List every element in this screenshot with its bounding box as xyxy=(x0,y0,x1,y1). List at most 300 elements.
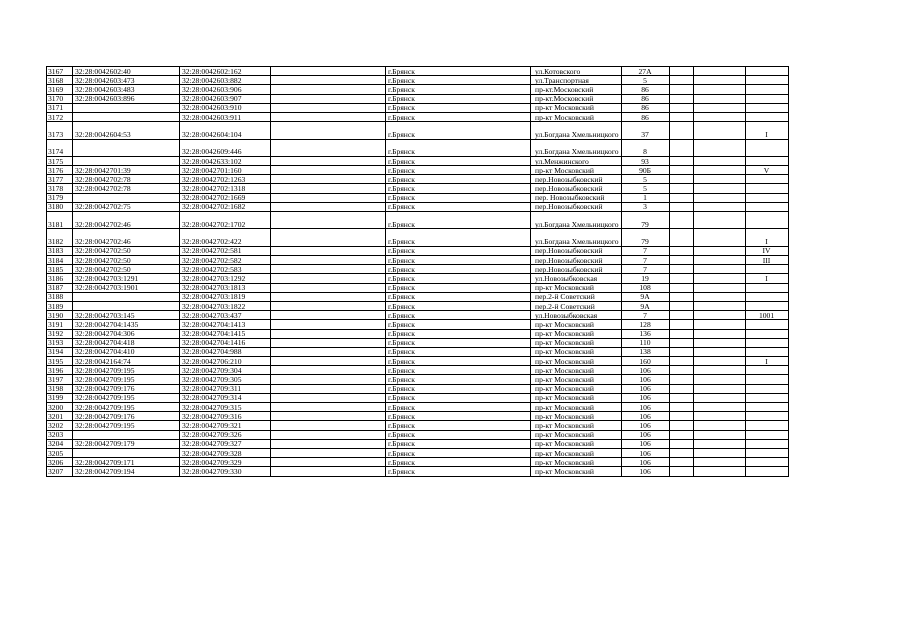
street-cell: пр-кт Московский xyxy=(531,403,622,412)
premise-number-cell xyxy=(745,212,788,229)
empty-cell xyxy=(693,384,745,393)
empty-cell xyxy=(693,430,745,439)
house-number-cell: 128 xyxy=(621,320,669,329)
city-cell: г.Брянск xyxy=(386,265,531,274)
row-number-cell: 3198 xyxy=(47,384,73,393)
cadastral-block-cell: 32:28:0042704:418 xyxy=(73,338,180,347)
table-row xyxy=(47,458,789,467)
house-number-cell: 136 xyxy=(621,329,669,338)
empty-cell xyxy=(669,338,693,347)
house-number-cell: 106 xyxy=(621,403,669,412)
premise-number-cell: 1001 xyxy=(745,311,788,320)
house-number-cell: 3 xyxy=(621,202,669,211)
premise-number-cell xyxy=(745,184,788,193)
row-number-cell: 3200 xyxy=(47,403,73,412)
cadastral-number-cell: 32:28:0042704:988 xyxy=(180,347,271,356)
row-number-cell: 3195 xyxy=(47,357,73,366)
empty-cell xyxy=(271,212,386,229)
cadastral-number-cell: 32:28:0042703:1819 xyxy=(180,292,271,301)
row-number-cell: 3182 xyxy=(47,229,73,246)
city-cell: г.Брянск xyxy=(386,320,531,329)
premise-number-cell: I xyxy=(745,274,788,283)
house-number-cell: 93 xyxy=(621,156,669,165)
city-cell: г.Брянск xyxy=(386,67,531,76)
city-cell: г.Брянск xyxy=(386,421,531,430)
empty-cell xyxy=(669,193,693,202)
row-number-cell: 3183 xyxy=(47,246,73,255)
table-row xyxy=(47,347,789,356)
street-cell: пр-кт Московский xyxy=(531,384,622,393)
table-body xyxy=(47,67,789,477)
premise-number-cell: I xyxy=(745,357,788,366)
empty-cell xyxy=(271,283,386,292)
city-cell: г.Брянск xyxy=(386,467,531,476)
empty-cell xyxy=(271,67,386,76)
empty-cell xyxy=(669,283,693,292)
cadastral-block-cell xyxy=(73,430,180,439)
house-number-cell: 79 xyxy=(621,212,669,229)
table-row xyxy=(47,76,789,85)
table-row xyxy=(47,412,789,421)
empty-cell xyxy=(271,122,386,139)
house-number-cell: 106 xyxy=(621,458,669,467)
city-cell: г.Брянск xyxy=(386,384,531,393)
empty-cell xyxy=(669,212,693,229)
table-row xyxy=(47,94,789,103)
cadastral-number-cell: 32:28:0042709:321 xyxy=(180,421,271,430)
cadastral-block-cell: 32:28:0042604:53 xyxy=(73,122,180,139)
cadastral-number-cell: 32:28:0042603:910 xyxy=(180,103,271,112)
empty-cell xyxy=(693,412,745,421)
city-cell: г.Брянск xyxy=(386,338,531,347)
cadastral-number-cell: 32:28:0042603:907 xyxy=(180,94,271,103)
premise-number-cell xyxy=(745,193,788,202)
table-row xyxy=(47,166,789,175)
house-number-cell: 106 xyxy=(621,393,669,402)
empty-cell xyxy=(693,458,745,467)
city-cell: г.Брянск xyxy=(386,274,531,283)
empty-cell xyxy=(669,175,693,184)
city-cell: г.Брянск xyxy=(386,229,531,246)
premise-number-cell xyxy=(745,292,788,301)
empty-cell xyxy=(693,246,745,255)
cadastral-block-cell xyxy=(73,156,180,165)
empty-cell xyxy=(271,229,386,246)
table-row xyxy=(47,265,789,274)
empty-cell xyxy=(693,202,745,211)
street-cell: ул.Котовского xyxy=(531,67,622,76)
city-cell: г.Брянск xyxy=(386,292,531,301)
premise-number-cell xyxy=(745,202,788,211)
row-number-cell: 3202 xyxy=(47,421,73,430)
cadastral-block-cell: 32:28:0042709:179 xyxy=(73,439,180,448)
row-number-cell: 3170 xyxy=(47,94,73,103)
cadastral-block-cell xyxy=(73,103,180,112)
cadastral-block-cell: 32:28:0042164:74 xyxy=(73,357,180,366)
empty-cell xyxy=(669,292,693,301)
premise-number-cell xyxy=(745,175,788,184)
premise-number-cell xyxy=(745,448,788,457)
cadastral-block-cell: 32:28:0042702:50 xyxy=(73,265,180,274)
empty-cell xyxy=(271,156,386,165)
empty-cell xyxy=(271,193,386,202)
city-cell: г.Брянск xyxy=(386,301,531,310)
city-cell: г.Брянск xyxy=(386,122,531,139)
empty-cell xyxy=(693,467,745,476)
empty-cell xyxy=(669,412,693,421)
street-cell: пр-кт Московский xyxy=(531,166,622,175)
street-cell: пр-кт Московский xyxy=(531,458,622,467)
empty-cell xyxy=(271,439,386,448)
table-row xyxy=(47,156,789,165)
street-cell: пр-кт Московский xyxy=(531,467,622,476)
row-number-cell: 3169 xyxy=(47,85,73,94)
empty-cell xyxy=(271,393,386,402)
empty-cell xyxy=(271,338,386,347)
empty-cell xyxy=(271,347,386,356)
cadastral-number-cell: 32:28:0042709:315 xyxy=(180,403,271,412)
empty-cell xyxy=(693,229,745,246)
city-cell: г.Брянск xyxy=(386,458,531,467)
row-number-cell: 3185 xyxy=(47,265,73,274)
street-cell: ул.Богдана Хмельницкого xyxy=(531,212,622,229)
house-number-cell: 106 xyxy=(621,412,669,421)
premise-number-cell xyxy=(745,85,788,94)
row-number-cell: 3205 xyxy=(47,448,73,457)
row-number-cell: 3207 xyxy=(47,467,73,476)
cadastral-number-cell: 32:28:0042703:437 xyxy=(180,311,271,320)
street-cell: пр-кт Московский xyxy=(531,375,622,384)
cadastral-block-cell xyxy=(73,301,180,310)
empty-cell xyxy=(669,67,693,76)
empty-cell xyxy=(669,166,693,175)
cadastral-number-cell: 32:28:0042702:422 xyxy=(180,229,271,246)
table-row xyxy=(47,112,789,121)
row-number-cell: 3196 xyxy=(47,366,73,375)
table-row xyxy=(47,357,789,366)
city-cell: г.Брянск xyxy=(386,347,531,356)
city-cell: г.Брянск xyxy=(386,202,531,211)
street-cell: пр-кт Московский xyxy=(531,329,622,338)
empty-cell xyxy=(693,112,745,121)
city-cell: г.Брянск xyxy=(386,311,531,320)
premise-number-cell: I xyxy=(745,122,788,139)
street-cell: пр-кт Московский xyxy=(531,112,622,121)
cadastral-block-cell: 32:28:0042709:195 xyxy=(73,403,180,412)
row-number-cell: 3179 xyxy=(47,193,73,202)
street-cell: ул.Новозыбковская xyxy=(531,311,622,320)
cadastral-number-cell: 32:28:0042702:1318 xyxy=(180,184,271,193)
row-number-cell: 3189 xyxy=(47,301,73,310)
cadastral-block-cell: 32:28:0042602:40 xyxy=(73,67,180,76)
premise-number-cell: V xyxy=(745,166,788,175)
empty-cell xyxy=(669,122,693,139)
premise-number-cell xyxy=(745,375,788,384)
row-number-cell: 3181 xyxy=(47,212,73,229)
row-number-cell: 3177 xyxy=(47,175,73,184)
premise-number-cell xyxy=(745,458,788,467)
city-cell: г.Брянск xyxy=(386,156,531,165)
row-number-cell: 3172 xyxy=(47,112,73,121)
empty-cell xyxy=(669,156,693,165)
empty-cell xyxy=(271,329,386,338)
house-number-cell: 7 xyxy=(621,256,669,265)
empty-cell xyxy=(669,384,693,393)
empty-cell xyxy=(693,76,745,85)
street-cell: пр-кт Московский xyxy=(531,421,622,430)
empty-cell xyxy=(693,338,745,347)
cadastral-block-cell: 32:28:0042603:483 xyxy=(73,85,180,94)
cadastral-block-cell xyxy=(73,139,180,156)
table-row xyxy=(47,366,789,375)
street-cell: пер. Новозыбковский xyxy=(531,193,622,202)
street-cell: пер.Новозыбковский xyxy=(531,184,622,193)
table-row xyxy=(47,67,789,76)
row-number-cell: 3184 xyxy=(47,256,73,265)
premise-number-cell xyxy=(745,139,788,156)
row-number-cell: 3193 xyxy=(47,338,73,347)
cadastral-number-cell: 32:28:0042709:304 xyxy=(180,366,271,375)
street-cell: пр-кт Московский xyxy=(531,393,622,402)
empty-cell xyxy=(669,94,693,103)
cadastral-number-cell: 32:28:0042709:314 xyxy=(180,393,271,402)
empty-cell xyxy=(669,347,693,356)
cadastral-number-cell: 32:28:0042709:329 xyxy=(180,458,271,467)
row-number-cell: 3188 xyxy=(47,292,73,301)
empty-cell xyxy=(271,301,386,310)
cadastral-number-cell: 32:28:0042709:328 xyxy=(180,448,271,457)
street-cell: пр-кт.Московский xyxy=(531,85,622,94)
premise-number-cell xyxy=(745,156,788,165)
city-cell: г.Брянск xyxy=(386,184,531,193)
cadastral-block-cell: 32:28:0042603:473 xyxy=(73,76,180,85)
street-cell: пер.Новозыбковский xyxy=(531,202,622,211)
empty-cell xyxy=(693,448,745,457)
table-row xyxy=(47,403,789,412)
row-number-cell: 3176 xyxy=(47,166,73,175)
city-cell: г.Брянск xyxy=(386,94,531,103)
empty-cell xyxy=(271,184,386,193)
empty-cell xyxy=(693,175,745,184)
house-number-cell: 27А xyxy=(621,67,669,76)
cadastral-block-cell: 32:28:0042709:171 xyxy=(73,458,180,467)
row-number-cell: 3204 xyxy=(47,439,73,448)
table-row xyxy=(47,292,789,301)
empty-cell xyxy=(693,311,745,320)
house-number-cell: 106 xyxy=(621,448,669,457)
empty-cell xyxy=(271,246,386,255)
street-cell: пр-кт.Московский xyxy=(531,94,622,103)
empty-cell xyxy=(669,320,693,329)
city-cell: г.Брянск xyxy=(386,430,531,439)
house-number-cell: 9А xyxy=(621,301,669,310)
city-cell: г.Брянск xyxy=(386,212,531,229)
premise-number-cell xyxy=(745,112,788,121)
street-cell: пер.Новозыбковский xyxy=(531,175,622,184)
premise-number-cell: III xyxy=(745,256,788,265)
premise-number-cell xyxy=(745,76,788,85)
table-row xyxy=(47,122,789,139)
table-row xyxy=(47,184,789,193)
cadastral-block-cell: 32:28:0042709:195 xyxy=(73,375,180,384)
empty-cell xyxy=(271,448,386,457)
empty-cell xyxy=(669,357,693,366)
cadastral-block-cell: 32:28:0042702:75 xyxy=(73,202,180,211)
empty-cell xyxy=(669,139,693,156)
cadastral-number-cell: 32:28:0042709:330 xyxy=(180,467,271,476)
empty-cell xyxy=(271,430,386,439)
empty-cell xyxy=(669,274,693,283)
empty-cell xyxy=(271,274,386,283)
city-cell: г.Брянск xyxy=(386,448,531,457)
premise-number-cell xyxy=(745,421,788,430)
table-row xyxy=(47,283,789,292)
empty-cell xyxy=(693,212,745,229)
empty-cell xyxy=(669,202,693,211)
premise-number-cell: I xyxy=(745,229,788,246)
house-number-cell: 86 xyxy=(621,94,669,103)
city-cell: г.Брянск xyxy=(386,439,531,448)
cadastral-number-cell: 32:28:0042709:327 xyxy=(180,439,271,448)
premise-number-cell xyxy=(745,103,788,112)
house-number-cell: 160 xyxy=(621,357,669,366)
table-row xyxy=(47,139,789,156)
street-cell: ул.Богдана Хмельницкого xyxy=(531,229,622,246)
cadastral-number-cell: 32:28:0042604:104 xyxy=(180,122,271,139)
cadastral-block-cell: 32:28:0042702:46 xyxy=(73,229,180,246)
cadastral-block-cell xyxy=(73,448,180,457)
cadastral-block-cell: 32:28:0042709:194 xyxy=(73,467,180,476)
empty-cell xyxy=(271,375,386,384)
cadastral-number-cell: 32:28:0042709:305 xyxy=(180,375,271,384)
cadastral-number-cell: 32:28:0042702:582 xyxy=(180,256,271,265)
cadastral-block-cell: 32:28:0042709:195 xyxy=(73,421,180,430)
row-number-cell: 3168 xyxy=(47,76,73,85)
cadastral-block-cell: 32:28:0042704:410 xyxy=(73,347,180,356)
cadastral-block-cell: 32:28:0042702:46 xyxy=(73,212,180,229)
empty-cell xyxy=(271,467,386,476)
house-number-cell: 110 xyxy=(621,338,669,347)
empty-cell xyxy=(693,256,745,265)
street-cell: пр-кт Московский xyxy=(531,439,622,448)
cadastral-number-cell: 32:28:0042704:1416 xyxy=(180,338,271,347)
cadastral-block-cell xyxy=(73,112,180,121)
cadastral-number-cell: 32:28:0042701:160 xyxy=(180,166,271,175)
house-number-cell: 8 xyxy=(621,139,669,156)
table-row xyxy=(47,202,789,211)
cadastral-number-cell: 32:28:0042702:581 xyxy=(180,246,271,255)
row-number-cell: 3203 xyxy=(47,430,73,439)
empty-cell xyxy=(669,430,693,439)
empty-cell xyxy=(669,448,693,457)
table-row xyxy=(47,338,789,347)
empty-cell xyxy=(271,85,386,94)
street-cell: пр-кт Московский xyxy=(531,103,622,112)
premise-number-cell xyxy=(745,467,788,476)
house-number-cell: 5 xyxy=(621,175,669,184)
empty-cell xyxy=(693,403,745,412)
empty-cell xyxy=(693,366,745,375)
empty-cell xyxy=(693,439,745,448)
empty-cell xyxy=(271,94,386,103)
house-number-cell: 90Б xyxy=(621,166,669,175)
cadastral-block-cell: 32:28:0042702:50 xyxy=(73,246,180,255)
empty-cell xyxy=(669,229,693,246)
house-number-cell: 7 xyxy=(621,246,669,255)
street-cell: пр-кт Московский xyxy=(531,430,622,439)
street-cell: пер.Новозыбковский xyxy=(531,246,622,255)
street-cell: пр-кт Московский xyxy=(531,366,622,375)
house-number-cell: 106 xyxy=(621,430,669,439)
cadastral-block-cell: 32:28:0042603:896 xyxy=(73,94,180,103)
street-cell: пер.Новозыбковский xyxy=(531,256,622,265)
row-number-cell: 3206 xyxy=(47,458,73,467)
row-number-cell: 3190 xyxy=(47,311,73,320)
city-cell: г.Брянск xyxy=(386,393,531,402)
row-number-cell: 3192 xyxy=(47,329,73,338)
cadastral-block-cell xyxy=(73,193,180,202)
cadastral-block-cell: 32:28:0042703:1291 xyxy=(73,274,180,283)
cadastral-block-cell: 32:28:0042709:195 xyxy=(73,393,180,402)
empty-cell xyxy=(271,403,386,412)
table-row xyxy=(47,301,789,310)
empty-cell xyxy=(271,265,386,274)
street-cell: пр-кт Московский xyxy=(531,320,622,329)
city-cell: г.Брянск xyxy=(386,256,531,265)
city-cell: г.Брянск xyxy=(386,357,531,366)
street-cell: ул.Богдана Хмельницкого xyxy=(531,139,622,156)
cadastral-number-cell: 32:28:0042603:882 xyxy=(180,76,271,85)
house-number-cell: 106 xyxy=(621,421,669,430)
empty-cell xyxy=(271,311,386,320)
table-row xyxy=(47,384,789,393)
row-number-cell: 3186 xyxy=(47,274,73,283)
table-row xyxy=(47,430,789,439)
house-number-cell: 106 xyxy=(621,467,669,476)
empty-cell xyxy=(669,256,693,265)
empty-cell xyxy=(669,421,693,430)
street-cell: пр-кт Московский xyxy=(531,412,622,421)
cadastral-number-cell: 32:28:0042709:326 xyxy=(180,430,271,439)
cadastral-number-cell: 32:28:0042702:1702 xyxy=(180,212,271,229)
empty-cell xyxy=(693,156,745,165)
empty-cell xyxy=(669,301,693,310)
row-number-cell: 3167 xyxy=(47,67,73,76)
empty-cell xyxy=(271,384,386,393)
empty-cell xyxy=(693,347,745,356)
empty-cell xyxy=(693,357,745,366)
cadastral-block-cell: 32:28:0042709:195 xyxy=(73,366,180,375)
street-cell: пер.2-й Советский xyxy=(531,301,622,310)
street-cell: пр-кт Московский xyxy=(531,347,622,356)
row-number-cell: 3194 xyxy=(47,347,73,356)
empty-cell xyxy=(271,292,386,301)
street-cell: пр-кт Московский xyxy=(531,357,622,366)
empty-cell xyxy=(693,329,745,338)
house-number-cell: 86 xyxy=(621,85,669,94)
premise-number-cell xyxy=(745,283,788,292)
street-cell: пр-кт Московский xyxy=(531,448,622,457)
cadastral-number-cell: 32:28:0042709:311 xyxy=(180,384,271,393)
cadastral-number-cell: 32:28:0042633:102 xyxy=(180,156,271,165)
house-number-cell: 7 xyxy=(621,265,669,274)
cadastral-number-cell: 32:28:0042703:1822 xyxy=(180,301,271,310)
premise-number-cell xyxy=(745,384,788,393)
house-number-cell: 108 xyxy=(621,283,669,292)
city-cell: г.Брянск xyxy=(386,283,531,292)
table-row xyxy=(47,467,789,476)
cadastral-block-cell: 32:28:0042703:1901 xyxy=(73,283,180,292)
